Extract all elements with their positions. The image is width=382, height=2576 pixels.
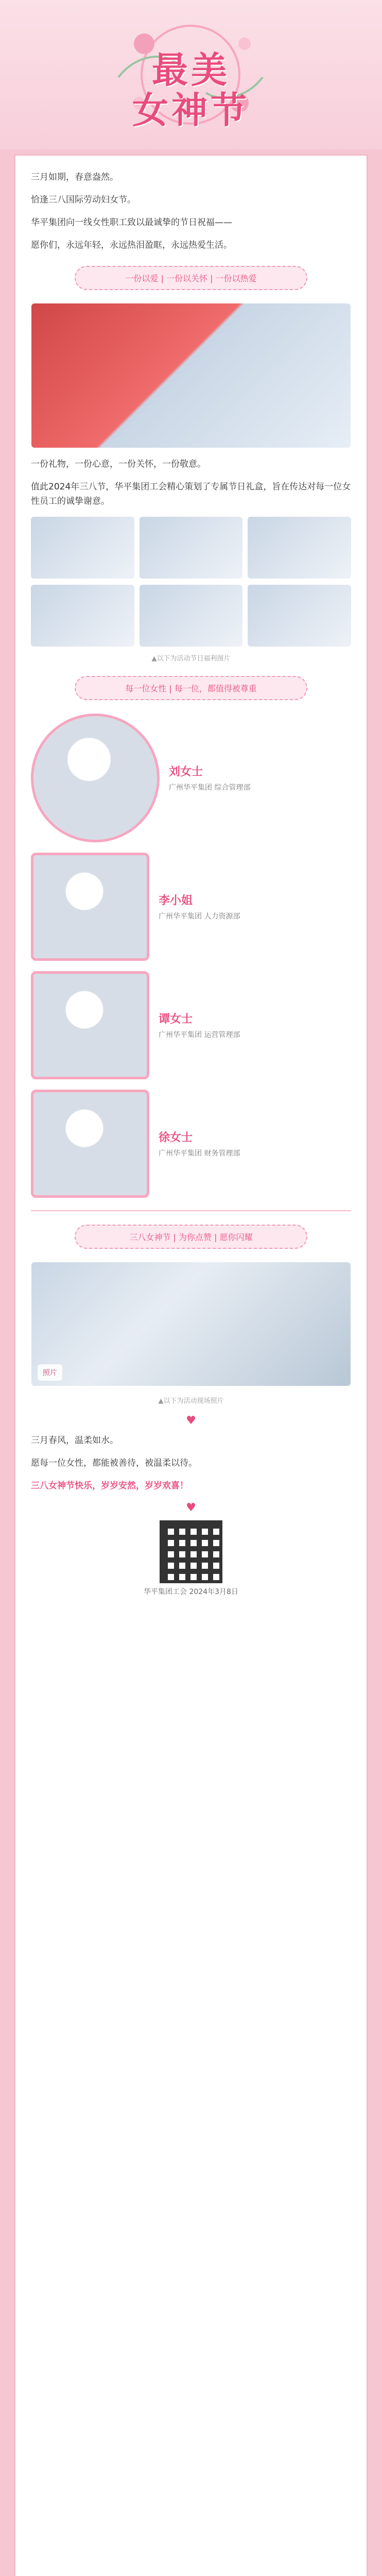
profile-name: 徐女士 [159, 1131, 193, 1144]
photo-cell [140, 585, 243, 647]
divider [31, 1210, 351, 1211]
profile-name: 谭女士 [159, 1012, 193, 1026]
section-badge: 三八女神节 | 为你点赞 | 愿你闪耀 [75, 1225, 307, 1249]
header [0, 0, 382, 149]
avatar [31, 853, 149, 961]
text-paragraph: 一份礼物，一份心意，一份关怀，一份敬意。 [31, 459, 206, 469]
closing-line: 三月春风，温柔如水。 [31, 1435, 118, 1446]
signature: 华平集团工会 2024年3月8日 [144, 1588, 238, 1596]
avatar [31, 1090, 149, 1198]
profile-name: 刘女士 [169, 765, 203, 778]
profile-dept: 广州华平集团 运营管理部 [159, 1030, 240, 1039]
section-badge: 一份以爱 | 一份以关怀 | 一份以热爱 [75, 266, 307, 290]
profile-name: 李小姐 [159, 894, 193, 907]
profile-card [31, 1090, 351, 1198]
photo-cell [248, 585, 351, 647]
photo-grid [31, 585, 351, 647]
avatar [31, 971, 149, 1079]
closing-line: 三八女神节快乐，岁岁安然，岁岁欢喜！ [31, 1481, 188, 1491]
profile-card [31, 714, 351, 842]
heart-icon: ♥ [186, 1501, 196, 1514]
photo-cell [31, 517, 134, 579]
qr-code-icon [160, 1520, 222, 1583]
avatar [31, 714, 160, 842]
intro-line: 恰逢三八国际劳动妇女节。 [31, 195, 136, 205]
photo-cell [31, 585, 134, 647]
intro-line: 三月如期，春意盎然。 [31, 172, 118, 182]
photo-label: 照片 [38, 1364, 62, 1381]
profile-dept: 广州华平集团 人力资源部 [159, 912, 240, 921]
profile-card [31, 853, 351, 961]
intro-line: 愿你们，永远年轻，永远热泪盈眶，永远热爱生活。 [31, 240, 232, 250]
photo-grid [31, 517, 351, 579]
caption: ▲以下为活动节日福利图片 [151, 655, 231, 663]
profile-card [31, 971, 351, 1079]
heart-icon: ♥ [186, 1414, 196, 1427]
photo-cell [140, 517, 243, 579]
text-paragraph: 值此2024年三八节，华平集团工会精心策划了专属节日礼盒，旨在传达对每一位女性员工的诚挚谢意。 [31, 482, 351, 506]
profile-dept: 广州华平集团 财务管理部 [159, 1149, 240, 1158]
photo-cell [248, 517, 351, 579]
intro-line: 华平集团向一线女性职工致以最诚挚的节日祝福—— [31, 217, 232, 228]
section-badge: 每一位女性 | 每一位，都值得被尊重 [75, 676, 307, 700]
gift-box-photo [31, 303, 351, 448]
profile-dept: 广州华平集团 综合管理部 [169, 783, 251, 792]
caption: ▲以下为活动现场照片 [158, 1397, 224, 1405]
closing-line: 愿每一位女性，都能被善待，被温柔以待。 [31, 1458, 197, 1468]
content-card [14, 155, 368, 2576]
team-photo [31, 1262, 351, 1386]
page-title: 最美 女神节 [132, 48, 250, 131]
